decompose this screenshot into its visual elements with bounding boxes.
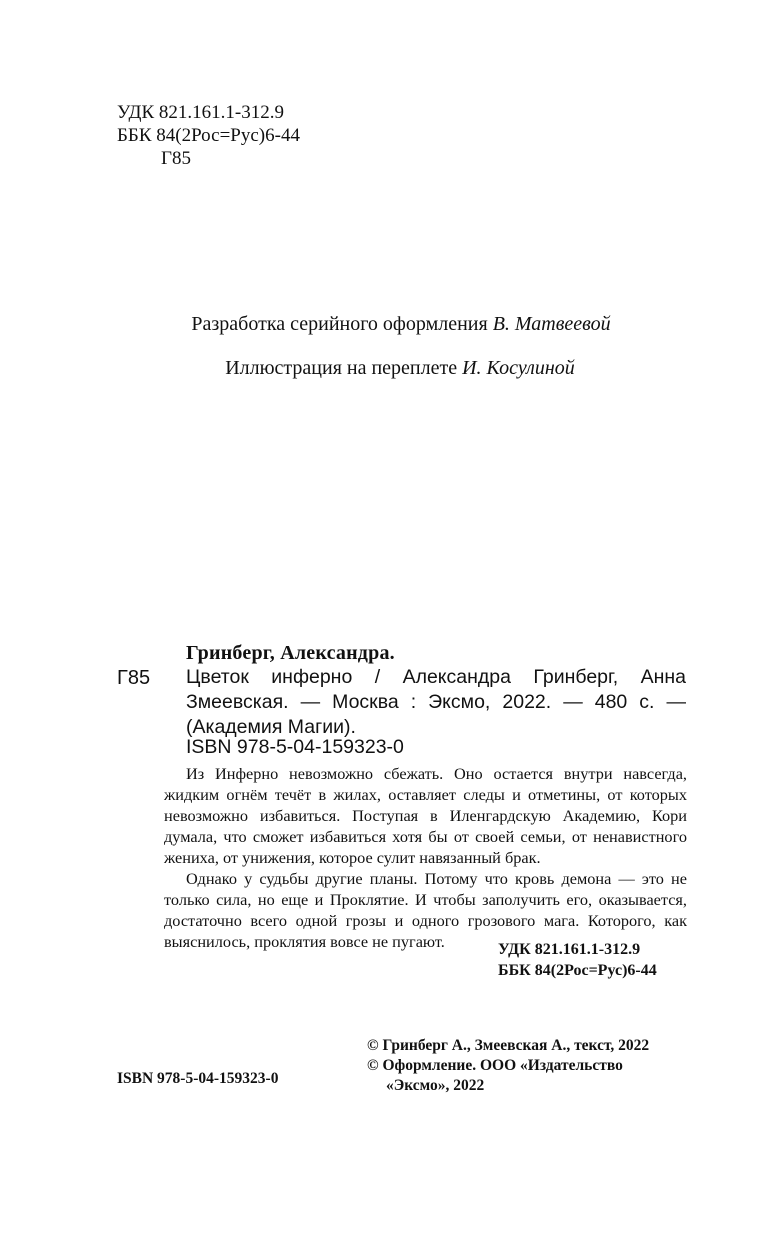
illustration-credit (0, 357, 768, 380)
copyright-block (367, 1036, 649, 1096)
udk-code: УДК 821.161.1-312.9 (117, 102, 284, 123)
author-heading: Гринберг, Александра. (186, 642, 395, 664)
classification-bottom (498, 939, 657, 981)
illustration-label: Иллюстрация на переплете (225, 357, 458, 379)
annotation-paragraph-2: Однако у судьбы другие планы. Потому что кровь демона — это не только сила, но еще и Проклятие. И чтобы заполучить его, оказывается, достаточно всего одной грозы и одного грозового мага. Которого, как выяснилось, проклятия вовсе не пугают. (164, 869, 687, 951)
annotation-paragraph-1: Из Инферно невозможно сбежать. Оно остается внутри навсегда, жидким огнём течёт в жилах, оставляет следы и отметины, от которых невозможно избавиться. Поступая в Иленгардскую Академию, Кори думала, что сможет избавиться хотя бы от своей семьи, от ненавистного жениха, от унижения, которое сулит навязанный брак. (164, 764, 687, 867)
author-mark-top: Г85 (161, 148, 191, 169)
udk-code-bottom: УДК 821.161.1-312.9 (498, 941, 641, 958)
bibliographic-citation: Цветок инферно / Александра Гринберг, Анна Змеевская. — Москва : Эксмо, 2022. — 480 с. — (Академия Магии). (186, 666, 686, 738)
isbn-main: ISBN 978-5-04-159323-0 (186, 736, 404, 758)
copyright-line-3: «Эксмо», 2022 (386, 1077, 485, 1094)
series-design-credit (0, 313, 768, 336)
bbk-code: ББК 84(2Рос=Рус)6-44 (117, 125, 300, 146)
classification-block (117, 101, 300, 170)
series-design-name: В. Матвеевой (492, 313, 611, 335)
isbn-bottom: ISBN 978-5-04-159323-0 (117, 1070, 279, 1087)
series-design-label: Разработка серийного оформления (191, 313, 488, 335)
copyright-line-2: © Оформление. ООО «Издательство (367, 1057, 623, 1074)
copyright-line-1: © Гринберг А., Змеевская А., текст, 2022 (367, 1037, 650, 1054)
author-mark-left: Г85 (117, 667, 151, 689)
bbk-code-bottom: ББК 84(2Рос=Рус)6-44 (498, 962, 657, 979)
illustration-name: И. Косулиной (462, 357, 575, 379)
annotation (164, 763, 687, 952)
